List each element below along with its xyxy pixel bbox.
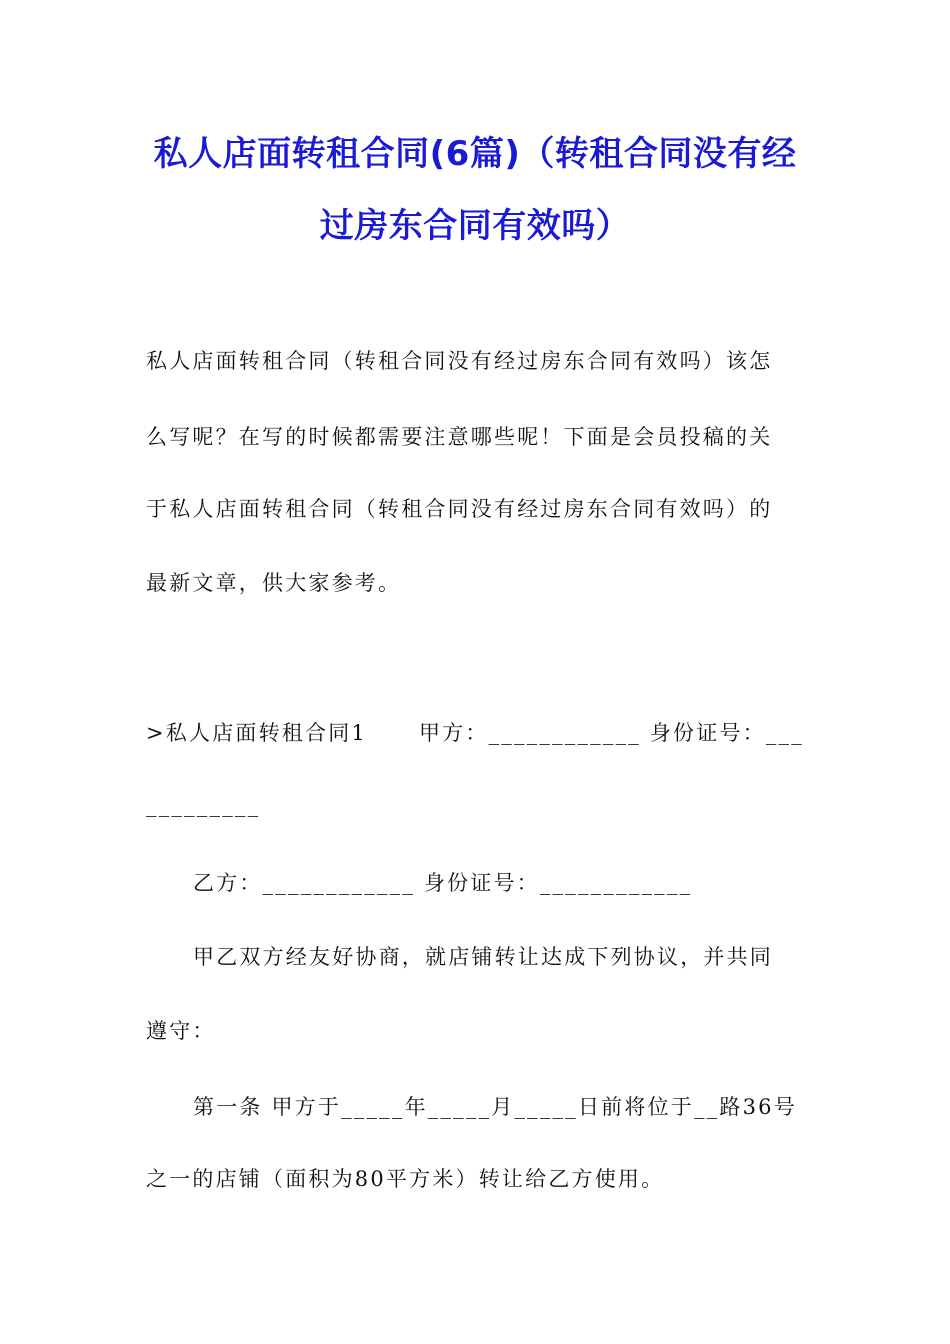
intro-line-3: 于私人店面转租合同（转租合同没有经过房东合同有效吗）的	[146, 497, 773, 521]
agreement-line-1: 甲乙双方经友好协商，就店铺转让达成下列协议，并共同	[193, 945, 773, 969]
article-1-line-2: 之一的店铺（面积为80平方米）转让给乙方使用。	[146, 1167, 665, 1191]
intro-line-4: 最新文章，供大家参考。	[146, 571, 402, 595]
section-heading-row	[146, 718, 804, 748]
section-heading: >私人店面转租合同1	[146, 721, 367, 745]
title-line-2: 过房东合同有效吗）	[319, 206, 631, 246]
party-a-line: 甲方：____________ 身份证号：___	[418, 721, 804, 745]
agreement-line-2: 遵守：	[146, 1019, 216, 1043]
title-line-1: 私人店面转租合同(6篇)（转租合同没有经	[153, 134, 797, 174]
article-1-line-1: 第一条 甲方于_____年_____月_____日前将位于__路36号	[193, 1095, 797, 1119]
intro-line-2: 么写呢？在写的时候都需要注意哪些呢！下面是会员投稿的关	[146, 425, 773, 449]
party-b-line: 乙方：____________ 身份证号：____________	[193, 871, 693, 895]
document-title	[120, 118, 830, 262]
party-a-continuation: _________	[146, 793, 261, 817]
intro-line-1: 私人店面转租合同（转租合同没有经过房东合同有效吗）该怎	[146, 349, 773, 373]
